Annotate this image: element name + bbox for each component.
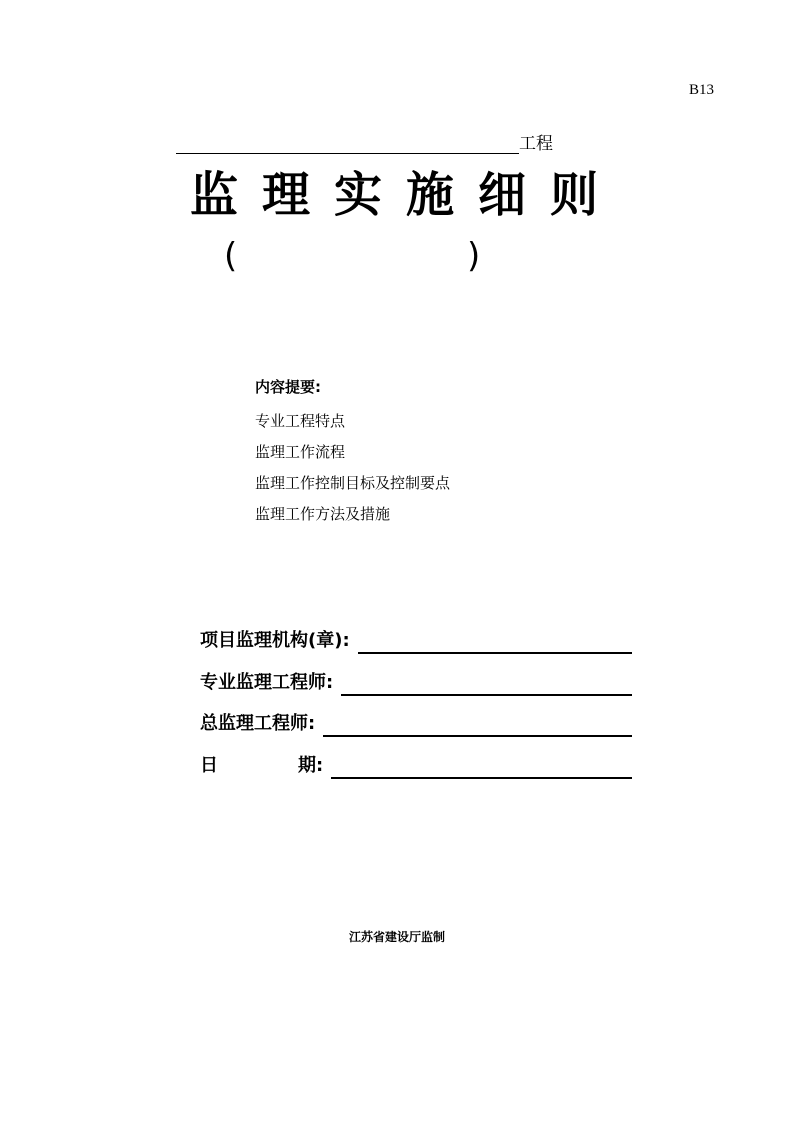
summary-item: 监理工作方法及措施 (255, 505, 391, 523)
summary-item: 专业工程特点 (255, 412, 346, 430)
issuer-footer: 江苏省建设厅监制 (348, 930, 445, 944)
document-title: 监理实施细则 (190, 167, 623, 223)
summary-list (255, 406, 450, 530)
org-seal-field[interactable] (358, 632, 632, 654)
specialist-engineer-label: 专业监理工程师: (200, 672, 334, 693)
chief-engineer-label: 总监理工程师: (200, 713, 316, 734)
summary-item: 监理工作流程 (255, 443, 346, 461)
specialist-engineer-row (200, 668, 632, 696)
specialist-engineer-field[interactable] (341, 674, 632, 696)
specialty-blank[interactable] (250, 240, 460, 270)
right-parenthesis: ) (467, 236, 481, 276)
chief-engineer-field[interactable] (323, 715, 632, 737)
project-name-blank[interactable] (176, 133, 519, 154)
left-parenthesis: ( (224, 236, 238, 276)
date-label-left: 日 (200, 755, 218, 776)
project-name-line (176, 132, 553, 154)
date-label (200, 753, 323, 779)
org-seal-row (200, 626, 632, 654)
project-suffix: 工程 (519, 134, 553, 154)
chief-engineer-row (200, 709, 632, 737)
summary-item: 监理工作控制目标及控制要点 (255, 474, 451, 492)
form-code: B13 (689, 82, 715, 98)
summary-heading: 内容提要: (255, 378, 321, 396)
org-seal-label: 项目监理机构(章): (200, 630, 350, 651)
date-field[interactable] (331, 757, 632, 779)
date-row (200, 751, 632, 779)
date-label-right: 期: (298, 755, 324, 776)
